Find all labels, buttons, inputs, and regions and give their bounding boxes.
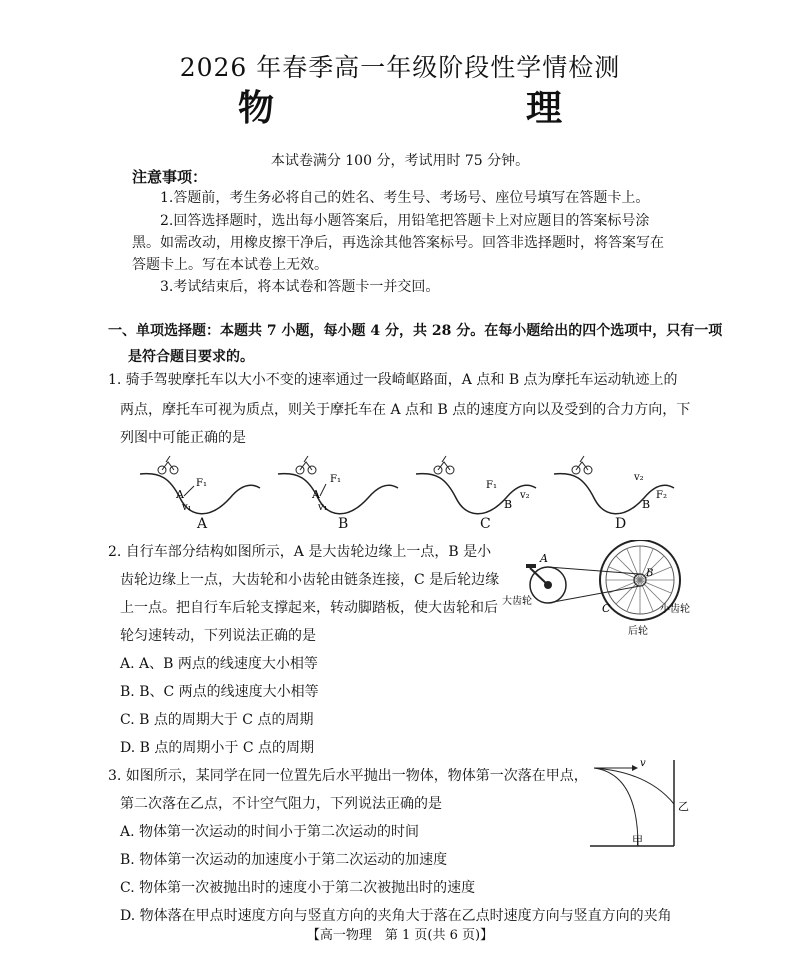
q3-option-b: B. 物体第一次运动的加速度小于第二次运动的加速度	[120, 852, 448, 868]
force-label: F₂	[656, 490, 667, 501]
point-yi-label: 乙	[678, 800, 689, 813]
q1-figure-d	[554, 456, 674, 514]
q1-figures	[130, 448, 690, 538]
point-a-label: A	[540, 552, 548, 565]
notice-item-2: 2.回答选择题时，选出每小题答案后，用铅笔把答题卡上对应题目的答案标号涂	[160, 213, 650, 229]
notice-heading: 注意事项：	[132, 168, 208, 186]
q3-option-a: A. 物体第一次运动的时间小于第二次运动的时间	[120, 824, 420, 840]
section-heading	[108, 318, 723, 370]
q2-line-2: 齿轮边缘上一点，大齿轮和小齿轮由链条连接，C 是后轮边缘	[120, 572, 500, 588]
q1-option-b-label: B	[338, 516, 349, 532]
track-curve	[416, 474, 536, 514]
velocity-label: v₁	[182, 502, 192, 513]
exam-meta: 本试卷满分 100 分，考试用时 75 分钟。	[270, 153, 530, 169]
rear-wheel-label: 后轮	[628, 626, 648, 637]
big-gear-label: 大齿轮	[502, 596, 532, 607]
q2-option-d: D. B 点的周期小于 C 点的周期	[120, 740, 314, 756]
q1-figure-b	[278, 456, 398, 514]
q2-option-a: A. A、B 两点的线速度大小相等	[120, 656, 318, 672]
q2-line-4: 轮匀速转动，下列说法正确的是	[120, 628, 316, 644]
notice-item-1: 1.答题前，考生务必将自己的姓名、考生号、考场号、座位号填写在答题卡上。	[160, 190, 650, 206]
page-footer: 【高一物理 第 1 页(共 6 页)】	[306, 928, 494, 943]
notice-item-2-end: 答题卡上。写在本试卷上无效。	[132, 257, 328, 273]
q2-option-c: C. B 点的周期大于 C 点的周期	[120, 712, 314, 728]
section-heading-line1: 一、单项选择题：本题共 7 小题，每小题 4 分，共 28 分。在每小题给出的四个选项中，只有一项	[108, 323, 723, 339]
q2-option-b: B. B、C 两点的线速度大小相等	[120, 684, 319, 700]
q1-figure-c	[416, 456, 536, 514]
point-a-label: A	[176, 488, 184, 501]
q3-line-2: 第二次落在乙点，不计空气阻力，下列说法正确的是	[120, 796, 442, 812]
point-b-label: B	[642, 498, 651, 511]
exam-title: 2026 年春季高一年级阶段性学情检测	[179, 53, 621, 82]
force-label: F₁	[196, 478, 207, 489]
point-b-label: B	[646, 568, 654, 579]
q1-line-1: 1. 骑手驾驶摩托车以大小不变的速率通过一段崎岖路面，A 点和 B 点为摩托车运动轨迹上的	[108, 372, 678, 388]
q1-line-3: 列图中可能正确的是	[120, 430, 246, 446]
small-gear-label: 小齿轮	[660, 604, 690, 615]
point-c-label: C	[602, 602, 611, 615]
subject-title: 物 理	[237, 87, 622, 129]
section-heading-line2: 是符合题目要求的。	[128, 349, 254, 365]
force-arrow	[184, 486, 194, 496]
notice-item-2-cont: 黑。如需改动，用橡皮擦干净后，再选涂其他答案标号。回答非选择题时，将答案写在	[132, 235, 664, 251]
force-label: F₁	[486, 480, 497, 491]
point-b-label: B	[504, 498, 513, 511]
force-label: F₁	[330, 474, 341, 485]
q1-option-d-label: D	[615, 516, 627, 532]
q1-option-a-label: A	[197, 516, 208, 532]
q1-line-2: 两点，摩托车可视为质点，则关于摩托车在 A 点和 B 点的速度方向以及受到的合力方向，下	[120, 402, 691, 418]
q1-figure-a	[140, 456, 260, 514]
force-arrow	[320, 484, 326, 496]
trajectory-second	[594, 768, 674, 804]
motorbike-icon	[296, 456, 316, 474]
q2-line-3: 上一点。把自行车后轮支撑起来，转动脚踏板，使大齿轮和后	[120, 600, 498, 616]
motorbike-icon	[158, 456, 178, 474]
point-a-label: A	[312, 488, 320, 501]
q3-option-d: D. 物体落在甲点时速度方向与竖直方向的夹角大于落在乙点时速度方向与竖直方向的夹角	[120, 908, 672, 924]
velocity-label: v₂	[520, 490, 530, 501]
point-jia-label: 甲	[632, 834, 643, 847]
motorbike-icon	[434, 456, 454, 474]
q2-line-1: 2. 自行车部分结构如图所示，A 是大齿轮边缘上一点，B 是小	[108, 544, 492, 560]
velocity-label: v	[640, 758, 646, 769]
velocity-label: v₂	[634, 472, 644, 483]
q3-projectile-figure	[588, 758, 698, 850]
q3-line-1: 3. 如图所示，某同学在同一位置先后水平抛出一物体，物体第一次落在甲点，	[108, 768, 588, 784]
velocity-label: v₁	[318, 502, 328, 513]
q2-bicycle-figure	[500, 540, 700, 640]
q1-option-c-label: C	[480, 516, 491, 532]
notice-item-3: 3.考试结束后，将本试卷和答题卡一并交回。	[160, 279, 440, 295]
motorbike-icon	[572, 456, 592, 474]
q3-option-c: C. 物体第一次被抛出时的速度小于第二次被抛出时的速度	[120, 880, 476, 896]
